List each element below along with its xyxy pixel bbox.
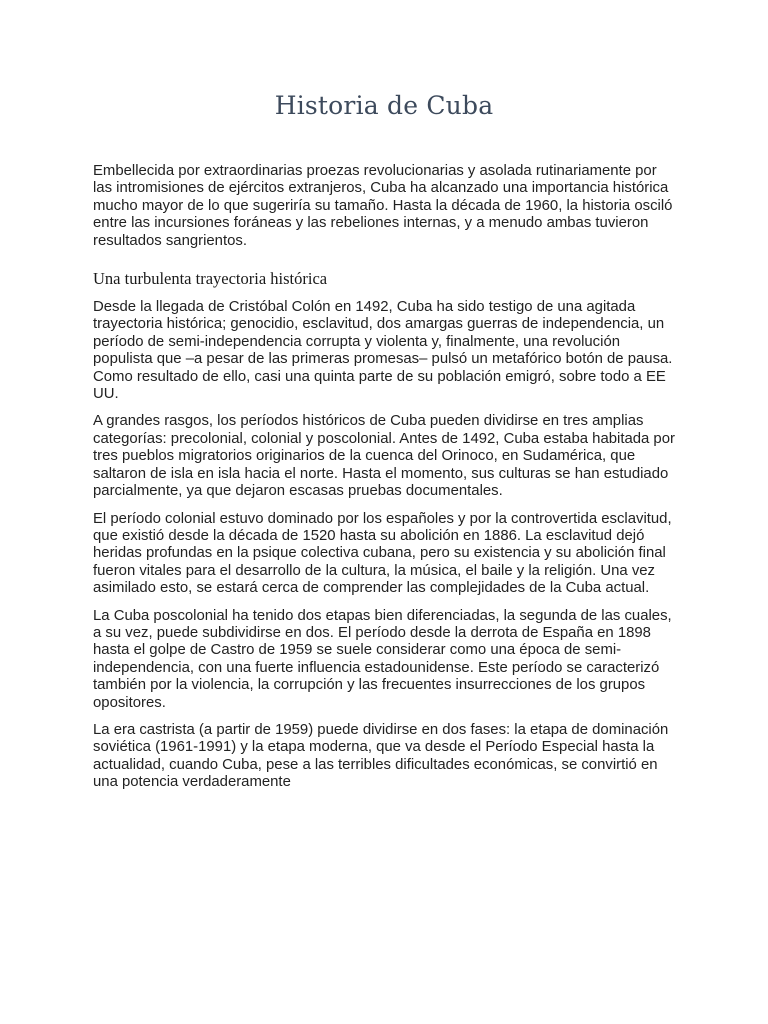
body-paragraph-3: El período colonial estuvo dominado por los españoles y por la controvertida esclavitud, que existió desde la década de 1520 hasta su abolición en 1886. La esclavitud dejó heridas profundas en la psique colectiva cubana, pero su existencia y su abolición final fueron vitales para el desarrollo de la cultura, la música, el baile y la religión. Una vez asimilado esto, se estará cerca de comprender las complejidades de la Cuba actual. bbox=[93, 510, 672, 597]
body-paragraph-2: A grandes rasgos, los períodos históricos de Cuba pueden dividirse en tres amplias categorías: precolonial, colonial y poscolonial. Antes de 1492, Cuba estaba habitada por tres pueblos migratorios originarios de la cuenca del Orinoco, en Sudamérica, que saltaron de isla en isla hacia el norte. Hasta el momento, sus culturas se han estudiado parcialmente, ya que dejaron escasas pruebas documentales. bbox=[93, 413, 675, 500]
intro-paragraph: Embellecida por extraordinarias proezas revolucionarias y asolada rutinariamente por las intromisiones de ejércitos extranjeros, Cuba ha alcanzado una importancia histórica mucho mayor de lo que sugeriría su tamaño. Hasta la década de 1960, la historia osciló entre las incursiones foráneas y las rebeliones internas, y a menudo ambas tuvieron resultados sangrientos. bbox=[93, 163, 673, 249]
body-paragraph-5: La era castrista (a partir de 1959) puede dividirse en dos fases: la etapa de dominación soviética (1961-1991) y la etapa moderna, que va desde el Período Especial hasta la actualidad, cuando Cuba, pese a las terribles dificultades económicas, se convirtió en una potencia verdaderamente bbox=[93, 721, 669, 791]
document-page bbox=[93, 86, 675, 802]
body-paragraph-1: Desde la llegada de Cristóbal Colón en 1492, Cuba ha sido testigo de una agitada trayectoria histórica; genocidio, esclavitud, dos amargas guerras de independencia, un período de semi-independencia corrupta y violenta y, finalmente, una revolución populista que –a pesar de las primeras promesas– pulsó un metafórico botón de pausa. Como resultado de ello, casi una quinta parte de su población emigró, sobre todo a EE UU. bbox=[93, 299, 673, 403]
section-heading: Una turbulenta trayectoria histórica bbox=[93, 269, 328, 289]
body-paragraph-4: La Cuba poscolonial ha tenido dos etapas bien diferenciadas, la segunda de las cuales, a su vez, puede subdividirse en dos. El período desde la derrota de España en 1898 hasta el golpe de Castro de 1959 se suele considerar como una época de semi-independencia, con una fuerte influencia estadounidense. Este período se caracterizó también por la violencia, la corrupción y las frecuentes insurrecciones de los grupos opositores. bbox=[93, 607, 672, 711]
document-title: Historia de Cuba bbox=[274, 91, 494, 120]
